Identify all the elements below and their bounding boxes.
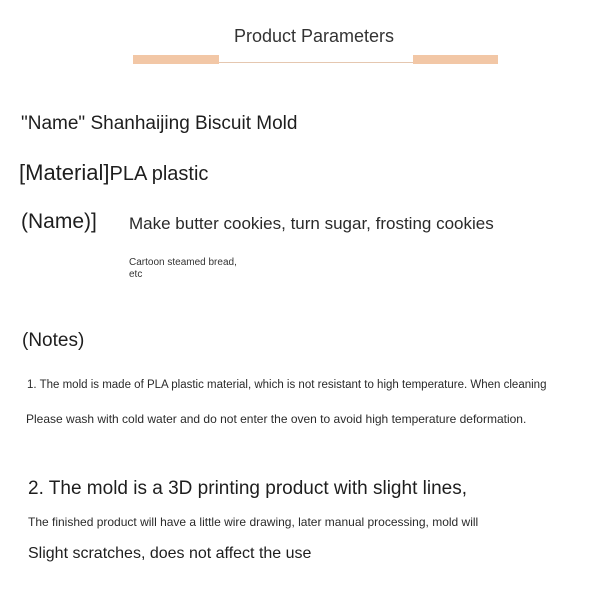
usage-value: Make butter cookies, turn sugar, frosting cookies [129,214,494,233]
note-1-line-1: 1. The mold is made of PLA plastic material, which is not resistant to high temperature. When cleaning [27,379,547,391]
material-line [19,160,208,186]
title-accent-bar-left [133,55,219,64]
usage-extra-line-2: etc [129,269,143,280]
note-1-line-2: Please wash with cold water and do not enter the oven to avoid high temperature deformation. [26,412,527,426]
notes-heading: (Notes) [22,330,85,351]
note-2-line-3: Slight scratches, does not affect the use [28,545,312,562]
note-2-line-1: 2. The mold is a 3D printing product with slight lines, [28,478,467,499]
title-divider-line [219,62,413,63]
title-accent-bar-right [413,55,498,64]
product-name-line: "Name" Shanhaijing Biscuit Mold [21,113,298,134]
material-value: PLA plastic [109,163,209,185]
note-2-line-2: The finished product will have a little wire drawing, later manual processing, mold will [28,515,479,529]
usage-label: (Name)] [21,210,97,233]
usage-extra-line-1: Cartoon steamed bread, [129,257,237,268]
material-label: [Material] [19,160,110,185]
page-title: Product Parameters [233,26,395,46]
